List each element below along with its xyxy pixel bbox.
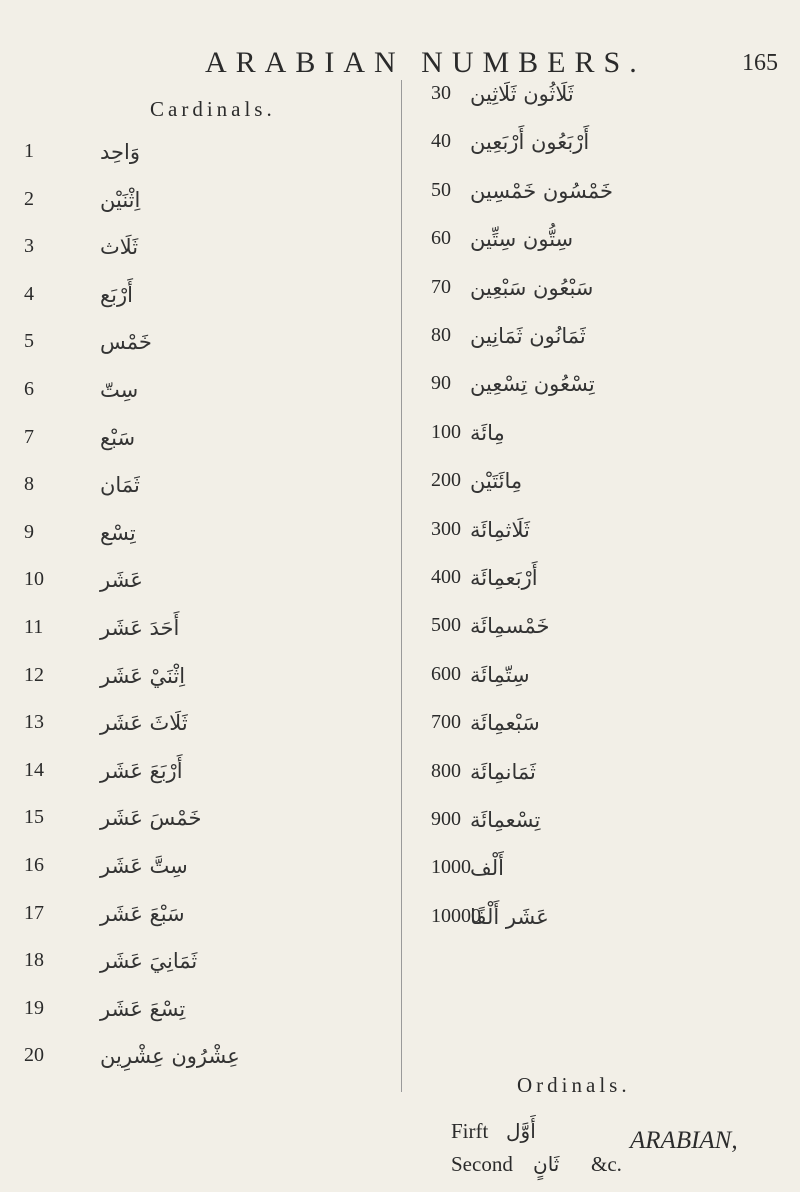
numeral: 30: [431, 82, 451, 104]
arabic-word: سِتُّون سِتِّين: [470, 227, 574, 252]
arabic-word: أَرْبَعَ عَشَر: [100, 758, 183, 783]
arabic-word: سِتّمِائَة: [470, 662, 530, 687]
numeral: 6: [24, 378, 34, 400]
numeral: 60: [431, 227, 451, 250]
arabic-word: سِتَّ عَشَر: [100, 854, 188, 878]
arabic-word: تِسْعُون تِسْعِين: [470, 372, 595, 397]
arabic-word: خَمْسَ عَشَر: [100, 806, 202, 831]
arabic-word: اِثْنَيْ عَشَر: [100, 663, 186, 688]
arabic-word: ثَمَانُون ثَمَانِين: [470, 324, 586, 348]
running-title: ARABIAN NUMBERS.: [205, 46, 646, 79]
arabic-word: أَرْبَعُون أَرْبَعِين: [470, 130, 590, 155]
numeral: 700: [431, 711, 461, 734]
numeral: 50: [431, 178, 451, 201]
numeral: 1: [24, 140, 34, 162]
ordinal-label: Second: [451, 1152, 513, 1176]
arabic-word: خَمْسُون خَمْسِين: [470, 178, 613, 203]
cardinals-heading: Cardinals.: [150, 97, 276, 121]
numeral: 100: [431, 420, 461, 443]
arabic-word: سَبْع: [100, 425, 136, 450]
arabic-word: اِثْنَيْن: [100, 187, 141, 212]
ordinals-heading: Ordinals.: [517, 1073, 631, 1097]
numeral: 11: [24, 616, 44, 638]
numeral: 400: [431, 566, 461, 588]
numeral: 10000: [431, 904, 481, 927]
arabic-word: ثَلَاث: [100, 235, 139, 260]
numeral: 19: [24, 996, 44, 1019]
arabic-word: ثَلَاثَ عَشَر: [100, 711, 188, 736]
arabic-word: أَرْبَع: [100, 282, 133, 307]
arabic-word: سَبْعمِائَة: [470, 711, 540, 736]
numeral: 3: [24, 235, 34, 258]
numeral: 13: [24, 711, 44, 734]
page-header: [0, 46, 800, 86]
ordinal-arabic: أَوَّل: [506, 1119, 536, 1143]
arabic-word: سَبْعُون سَبْعِين: [470, 275, 594, 300]
arabic-word: تِسْعمِائَة: [470, 808, 541, 832]
arabic-word: سَبْعَ عَشَر: [100, 901, 185, 926]
numeral: 7: [24, 425, 34, 448]
numeral: 14: [24, 758, 44, 781]
page-number: 165: [742, 50, 778, 76]
ordinal-label: Firft: [451, 1119, 489, 1143]
numeral: 15: [24, 806, 44, 829]
arabic-word: ثَمَان: [100, 473, 140, 498]
numeral: 90: [431, 372, 451, 395]
numeral: 9: [24, 520, 34, 543]
numeral: 600: [431, 662, 461, 685]
numeral: 80: [431, 324, 451, 346]
numeral: 200: [431, 469, 461, 492]
arabic-word: مِائَة: [470, 420, 505, 445]
numeral: 500: [431, 614, 461, 637]
arabic-word: أَرْبَعمِائَة: [470, 566, 538, 590]
arabic-word: مِائَتَيْن: [470, 469, 523, 494]
numeral: 2: [24, 187, 34, 210]
arabic-word: خَمْس: [100, 330, 152, 355]
arabic-word: سِتّ: [100, 378, 139, 402]
arabic-word: ثَمَانمِائَة: [470, 759, 536, 784]
arabic-word: عِشْرُون عِشْرِين: [100, 1044, 240, 1069]
numeral: 16: [24, 854, 44, 876]
arabic-word: وَاحِد: [100, 140, 140, 164]
arabic-word: ثَلَاثمِائَة: [470, 517, 530, 542]
arabic-word: أَحَدَ عَشَر: [100, 616, 180, 640]
numeral: 800: [431, 759, 461, 782]
column-divider: [401, 80, 402, 1092]
arabic-word: ثَلَاثُون ثَلَاثِين: [470, 82, 574, 106]
numeral: 900: [431, 808, 461, 830]
arabic-word: عَشَر: [100, 568, 143, 593]
arabic-word: عَشَر أَلْفًا: [470, 904, 549, 929]
catchword: ARABIAN,: [630, 1127, 738, 1154]
arabic-word: تِسْع: [100, 520, 136, 545]
numeral: 12: [24, 663, 44, 686]
arabic-word: أَلْف: [470, 856, 504, 881]
ordinal-arabic: ثَانٍ: [533, 1152, 560, 1176]
numeral: 4: [24, 282, 34, 305]
numeral: 40: [431, 130, 451, 153]
numeral: 300: [431, 517, 461, 540]
arabic-word: ثَمَانِيَ عَشَر: [100, 949, 198, 974]
numeral: 5: [24, 330, 34, 353]
numeral: 8: [24, 473, 34, 496]
numeral: 20: [24, 1044, 44, 1067]
arabic-word: تِسْعَ عَشَر: [100, 996, 186, 1021]
numeral: 1000: [431, 856, 471, 879]
arabic-word: خَمْسمِائَة: [470, 614, 550, 639]
numeral: 18: [24, 949, 44, 972]
numeral: 70: [431, 275, 451, 298]
numeral: 10: [24, 568, 44, 591]
numeral: 17: [24, 901, 44, 924]
etcetera: &c.: [591, 1152, 622, 1176]
